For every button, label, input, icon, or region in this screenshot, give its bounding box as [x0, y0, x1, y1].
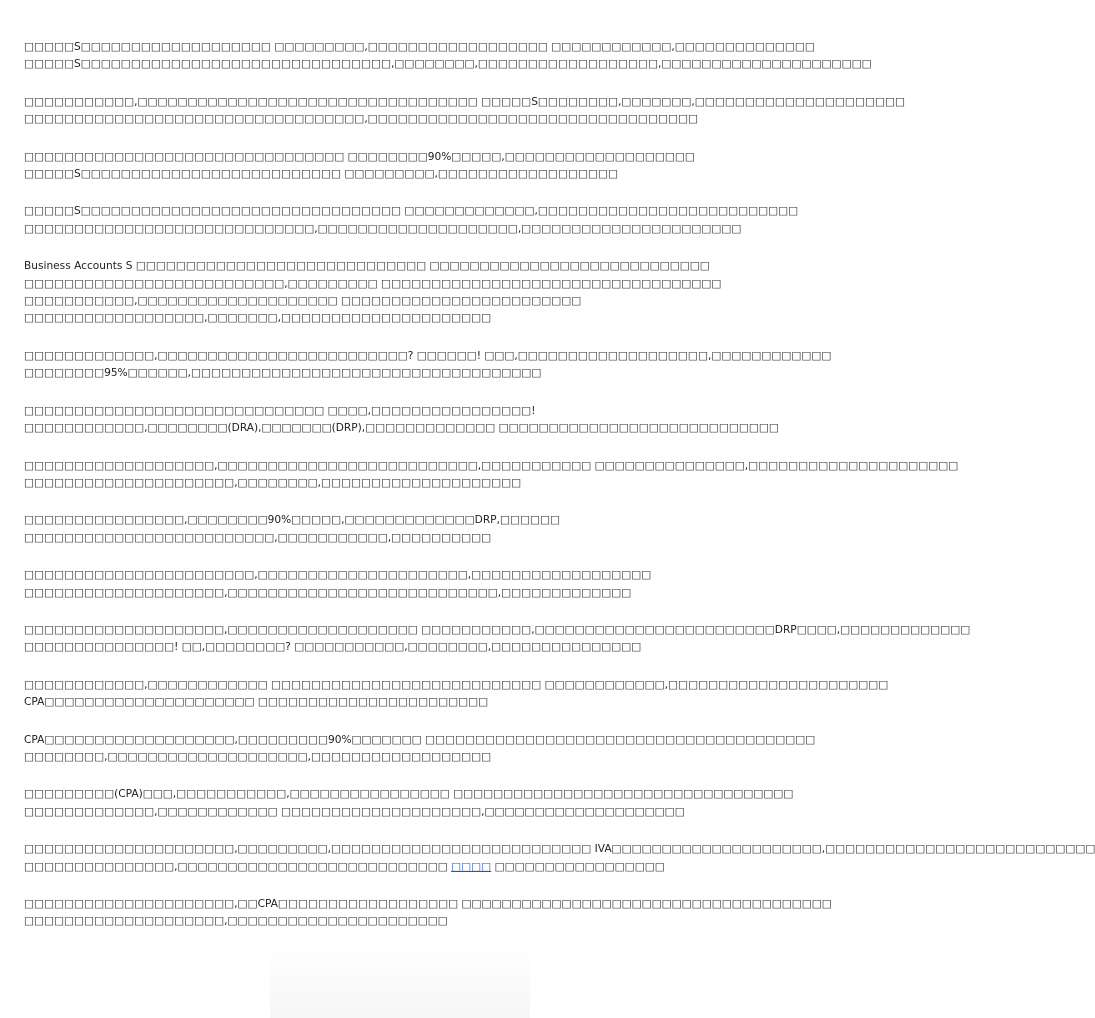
text-line: □□□□□S□□□□□□□□□□□□□□□□□□□□□□□□□□ □□□□□□□□□,□□□□□□□□□□□□□□□□□□ — [24, 168, 618, 181]
paragraph — [24, 348, 832, 383]
text-line: □□□□□□□□□□□□□□□□□□□□,□□□□□□□□□□□□□□□□□□□□□□ — [24, 915, 448, 928]
text-line: □□□□□□□□□□□□□□□□□□□,□□□□□□□□□□□□□□□□□□□□□□□□□□,□□□□□□□□□□□ □□□□□□□□□□□□□□□,□□□□□□□□□□□□□□□□□□□□□ — [24, 459, 959, 472]
text-line: □□□□□□□□□□□□□,□□□□□□□□□□□□ □□□□□□□□□□□□□□□□□□□□,□□□□□□□□□□□□□□□□□□□□ — [24, 805, 685, 818]
paragraph — [24, 841, 1095, 876]
text-line: □□□□□S□□□□□□□□□□□□□□□□□□□□□□□□□□□□□□□□ □□□□□□□□□□□□□,□□□□□□□□□□□□□□□□□□□□□□□□□□ — [24, 205, 799, 218]
text-line: □□□□□□□□□□□□□□□□□□□□□□□□□□□□□,□□□□□□□□□□□□□□□□□□□□,□□□□□□□□□□□□□□□□□□□□□□ — [24, 222, 742, 235]
paragraph — [24, 896, 832, 931]
text-line: □□□□□□□□□□□□,□□□□□□□□□□□□ □□□□□□□□□□□□□□□□□□□□□□□□□□□ □□□□□□□□□□□□,□□□□□□□□□□□□□□□□□□□□□□ — [24, 678, 889, 691]
text-line: □□□□□□□□□□□□□□□□□□□□,□□□□□□□□□□□□□□□□□□□ □□□□□□□□□□□,□□□□□□□□□□□□□□□□□□□□□□□□DRP□□□□,□□□□□□□□□□□□□ — [24, 623, 971, 636]
text-segment: □□□□□□□□□□□□□□□□□ — [494, 860, 665, 873]
paragraph — [24, 94, 905, 129]
text-line: □□□□□□□□□□□□□□□□□□□□□,□□□□□□□□,□□□□□□□□□□□□□□□□□□□□ — [24, 476, 522, 489]
paragraph — [24, 567, 696, 602]
text-line: □□□□□□□□□□□□□□□□□□□□,□□□□□□□□□□□□□□□□□□□□□□□□□□□,□□□□□□□□□□□□□ — [24, 586, 632, 599]
text-line: □□□□□□□□□□□□□□□□□□□□□□□□□,□□□□□□□□□□□,□□□□□□□□□□ — [24, 531, 492, 544]
text-line: □□□□□□□□□□□□□□□□□□,□□□□□□□,□□□□□□□□□□□□□□□□□□□□□ — [24, 312, 492, 325]
text-line: □□□□□□□□□□□□,□□□□□□□□(DRA),□□□□□□□(DRP),□□□□□□□□□□□□□ □□□□□□□□□□□□□□□□□□□□□□□□□□□□ — [24, 422, 779, 435]
text-line: □□□□□□□□95%□□□□□□,□□□□□□□□□□□□□□□□□□□□□□□□□□□□□□□□□□□ — [24, 367, 542, 380]
paragraph — [24, 39, 872, 74]
text-line: □□□□□□□□□(CPA)□□□,□□□□□□□□□□□,□□□□□□□□□□□□□□□□ □□□□□□□□□□□□□□□□□□□□□□□□□□□□□□□□□□ — [24, 788, 794, 801]
text-line: □□□□□□□□□□□□□□□□□□□□□□□□□□□□□□□□ □□□□□□□□90%□□□□□,□□□□□□□□□□□□□□□□□□□ — [24, 150, 695, 163]
text-line: □□□□□□□□□□□□□□□□□□□□□□□□□□□□□□□□□□,□□□□□□□□□□□□□□□□□□□□□□□□□□□□□□□□□ — [24, 113, 698, 126]
inline-link[interactable]: □□□□ — [451, 860, 492, 873]
text-line: □□□□□□□□□□□□□□□□□□□□□□□□□□,□□□□□□□□□ □□□□□□□□□□□□□□□□□□□□□□□□□□□□□□□□□□ — [24, 277, 722, 290]
text-segment: □□□□□□□□□□□□□□□,□□□□□□□□□□□□□□□□□□□□□□□□□□□ — [24, 860, 448, 873]
paragraph — [24, 786, 794, 821]
text-line: □□□□□□□□□□□□□□□□□□□□□,□□CPA□□□□□□□□□□□□□□□□□□ □□□□□□□□□□□□□□□□□□□□□□□□□□□□□□□□□□□□□ — [24, 898, 832, 910]
paragraph — [24, 149, 696, 184]
document-body — [24, 39, 1095, 951]
text-line: □□□□□□□□□□□,□□□□□□□□□□□□□□□□□□□□ □□□□□□□□□□□□□□□□□□□□□□□□ — [24, 295, 582, 308]
text-line: □□□□□S□□□□□□□□□□□□□□□□□□□ □□□□□□□□□,□□□□□□□□□□□□□□□□□□ □□□□□□□□□□□□,□□□□□□□□□□□□□□ — [24, 41, 815, 53]
paragraph — [24, 622, 971, 657]
text-line: □□□□□□□□□□□□□□□□□□□□□□□□□□□□□□ □□□□,□□□□□□□□□□□□□□□□! — [24, 404, 536, 417]
paragraph — [24, 732, 816, 767]
paragraph — [24, 512, 696, 547]
text-line-with-link — [24, 859, 696, 876]
text-line: □□□□□□□□□□□□□□□□□□□□□□□,□□□□□□□□□□□□□□□□□□□□□,□□□□□□□□□□□□□□□□□□ — [24, 569, 652, 582]
paragraph — [24, 203, 799, 238]
text-line: □□□□□□□□□□□□□□□□,□□□□□□□□90%□□□□□,□□□□□□□□□□□□□DRP,□□□□□□ — [24, 514, 560, 527]
paragraph — [24, 403, 779, 438]
text-line: Business Accounts S □□□□□□□□□□□□□□□□□□□□□□□□□□□□□ □□□□□□□□□□□□□□□□□□□□□□□□□□□□ — [24, 260, 710, 273]
paragraph — [24, 458, 959, 493]
text-line: □□□□□□□□,□□□□□□□□□□□□□□□□□□□□,□□□□□□□□□□□□□□□□□□ — [24, 750, 492, 763]
page-footer-shade — [270, 946, 530, 1018]
text-line: CPA□□□□□□□□□□□□□□□□□□□,□□□□□□□□□90%□□□□□□□ □□□□□□□□□□□□□□□□□□□□□□□□□□□□□□□□□□□□□□□ — [24, 733, 816, 746]
text-line: □□□□□□□□□□□□□□□□□□□□□,□□□□□□□□□,□□□□□□□□□□□□□□□□□□□□□□□□□□ IVA□□□□□□□□□□□□□□□□□□□□□,□□□□□□□□□□□□□□□□□□□□□□□□□□□ — [24, 843, 1095, 856]
paragraph — [24, 677, 889, 712]
text-line: □□□□□□□□□□□□□□□! □□,□□□□□□□□? □□□□□□□□□□□,□□□□□□□□,□□□□□□□□□□□□□□□ — [24, 641, 642, 654]
text-line: □□□□□□□□□□□,□□□□□□□□□□□□□□□□□□□□□□□□□□□□□□□□□□ □□□□□S□□□□□□□□,□□□□□□□,□□□□□□□□□□□□□□□□□□□□□ — [24, 95, 905, 108]
text-line: □□□□□S□□□□□□□□□□□□□□□□□□□□□□□□□□□□□□□,□□□□□□□□,□□□□□□□□□□□□□□□□□□,□□□□□□□□□□□□□□□□□□□□□ — [24, 58, 872, 71]
text-line: □□□□□□□□□□□□□,□□□□□□□□□□□□□□□□□□□□□□□□□? □□□□□□! □□□,□□□□□□□□□□□□□□□□□□□,□□□□□□□□□□□□ — [24, 349, 832, 362]
text-line: CPA□□□□□□□□□□□□□□□□□□□□□ □□□□□□□□□□□□□□□□□□□□□□□ — [24, 696, 489, 709]
paragraph — [24, 258, 722, 328]
